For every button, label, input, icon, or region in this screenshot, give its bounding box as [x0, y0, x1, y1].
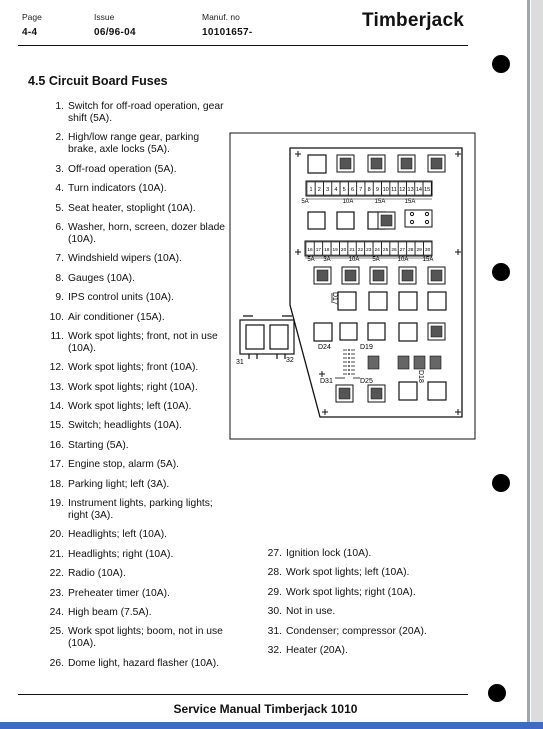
fuse-number: 21.: [49, 548, 64, 560]
relay-pin-label: 31: [236, 359, 244, 366]
relay-core: [317, 270, 328, 281]
relay-box: [369, 292, 387, 310]
fuse-description: Work spot lights; right (10A).: [286, 586, 416, 598]
relay-box: [308, 212, 325, 229]
relay-contact: [246, 325, 264, 349]
diode-label: D31: [320, 378, 333, 385]
fuse-description: Work spot lights; left (10A).: [286, 567, 410, 579]
mini-fuse: [430, 356, 441, 369]
fuse-slot-number: 28: [408, 248, 414, 253]
fuse-slot-number: 21: [349, 248, 355, 253]
board-components: [240, 151, 461, 415]
fuse-description: High beam (7.5A).: [68, 606, 152, 618]
mount-cross-icon: [455, 249, 461, 255]
relay-box: [314, 323, 332, 341]
mount-cross-icon: [295, 249, 301, 255]
fuse-description: Switch; headlights (10A).: [68, 420, 182, 432]
fuse-description: Engine stop, alarm (5A).: [68, 459, 180, 471]
diode-mark: [348, 353, 350, 355]
fuse-number: 20.: [49, 529, 64, 541]
fuse-number: 8.: [55, 272, 64, 284]
diode-label: D25: [360, 378, 373, 385]
relay-box: [399, 292, 417, 310]
fuse-slot-number: 8: [367, 187, 371, 193]
fuse-number: 27.: [267, 548, 282, 559]
mount-cross-icon: [455, 409, 461, 415]
mount-cross-icon: [322, 409, 328, 415]
relay-core: [345, 270, 356, 281]
relay-core: [402, 270, 413, 281]
mount-cross-icon: [319, 371, 325, 377]
amp-label: 10A: [397, 257, 409, 263]
fuse-number: 11.: [50, 330, 64, 342]
fuse-slot-number: 3: [326, 187, 330, 193]
mini-fuse: [368, 356, 379, 369]
relay-pin-label: 32: [286, 357, 294, 364]
manuf-label: Manuf. no: [202, 12, 240, 22]
fuse-slot-number: 4: [334, 187, 338, 193]
fuse-number: 17.: [49, 459, 64, 471]
fuse-description: Headlights; left (10A).: [68, 529, 168, 541]
diode-mark: [348, 349, 350, 351]
fuse-description: Turn indicators (10A).: [68, 183, 167, 195]
fuse-number: 28.: [267, 567, 282, 579]
fuse-slot-number: 17: [315, 248, 322, 253]
fuse-slot-number: 19: [332, 248, 338, 253]
relay-box: [337, 212, 354, 229]
amp-label: 5A: [301, 199, 309, 205]
amp-label: 15A: [404, 199, 416, 205]
fuse-description: Starting (5A).: [68, 439, 129, 451]
fuse-slot-number: 18: [324, 248, 330, 253]
fuse-description: Work spot lights; front (10A).: [68, 362, 199, 374]
fuse-description: Work spot lights; right (10A).: [68, 381, 198, 393]
fuse-number: 9.: [55, 292, 64, 304]
fuse-description: Preheater timer (10A).: [68, 587, 170, 599]
amp-label: 3A: [323, 257, 331, 263]
fuse-description: Seat heater, stoplight (10A).: [68, 202, 196, 214]
fuse-slot-number: 20: [340, 248, 347, 253]
relay-box: [338, 292, 356, 310]
fuse-slot-number: 26: [391, 248, 397, 253]
fuse-slot-number: 29: [416, 248, 422, 253]
fuse-description: Windshield wipers (10A).: [68, 253, 182, 265]
fuse-description: Parking light; left (3A).: [68, 478, 170, 490]
amp-label: 10A: [348, 257, 360, 263]
relay-core: [373, 270, 384, 281]
fuse-number: 3.: [55, 163, 64, 175]
fuse-number: 16.: [49, 439, 64, 451]
relay-core: [339, 388, 350, 399]
amp-label: 15A: [374, 199, 386, 205]
fuse-number: 25.: [49, 626, 64, 638]
fuse-number: 29.: [267, 586, 282, 598]
brand-logo: Timberjack: [362, 10, 464, 31]
mini-fuse: [398, 356, 409, 369]
fuse-slot-number: 9: [375, 187, 379, 193]
fuse-description: Gauges (10A).: [68, 272, 135, 284]
fuse-description: Washer, horn, screen, dozer blade (10A).: [68, 221, 226, 245]
fuse-slot-number: 27: [399, 248, 406, 253]
fuse-number: 30.: [267, 606, 282, 618]
fuse-slot-number: 7: [359, 187, 363, 193]
fuse-number: 26.: [49, 657, 64, 669]
fuse-number: 14.: [49, 401, 64, 413]
diode-mark: [348, 373, 350, 375]
fuse-number: 24.: [49, 606, 64, 618]
fuse-slot-number: 2: [317, 187, 321, 193]
relay-box: [428, 292, 446, 310]
fuse-description: Instrument lights, parking lights; right (3A).: [68, 498, 213, 522]
mount-cross-icon: [295, 151, 301, 157]
diode-label: D24: [318, 344, 331, 351]
amp-label: 15A: [422, 257, 434, 263]
fuse-number: 13.: [49, 381, 64, 393]
fuse-description: Work spot lights; boom, not in use (10A).: [68, 626, 223, 650]
mount-cross-icon: [455, 151, 461, 157]
fuse-number: 12.: [49, 362, 64, 374]
fuse-slot-number: 14: [415, 187, 422, 193]
fuse-description: Condenser; compressor (20A).: [286, 625, 427, 637]
diode-label: D19: [360, 344, 373, 351]
fuse-slot-number: 10: [382, 187, 389, 193]
fuse-slot-number: 30: [424, 248, 431, 253]
fuse-slot-number: 25: [382, 248, 389, 253]
diode-mark: [348, 357, 350, 359]
fuse-number: 18.: [49, 478, 64, 490]
issue-value: 06/96-04: [94, 27, 136, 38]
fuse-description: Air conditioner (15A).: [68, 311, 165, 323]
fuse-slot-number: 22: [357, 248, 364, 253]
fuse-number: 10.: [49, 311, 64, 323]
fuse-number: 6.: [55, 221, 64, 233]
relay-box: [308, 155, 326, 173]
relay-box: [368, 323, 385, 340]
viewer-bottom-bar: [0, 722, 543, 729]
fuse-number: 15.: [49, 420, 64, 432]
relay-core: [401, 158, 412, 169]
footer-title: Service Manual Timberjack 1010: [173, 702, 358, 716]
relay-core: [431, 158, 442, 169]
fuse-number: 4.: [55, 183, 64, 195]
fuse-description: Ignition lock (10A).: [286, 548, 372, 559]
relay-box: [428, 382, 446, 400]
fuse-number: 1.: [55, 101, 64, 112]
fuse-number: 32.: [267, 644, 282, 656]
fuse-slot-number: 11: [391, 187, 397, 193]
page-label: Page: [22, 12, 42, 22]
relay-box: [399, 323, 417, 341]
relay-core: [371, 388, 382, 399]
relay-core: [340, 158, 351, 169]
fuse-description: IPS control units (10A).: [68, 292, 174, 304]
fuse-description: Switch for off-road operation, gear shift (5A).: [68, 101, 224, 124]
fuse-slot-number: 16: [307, 248, 313, 253]
amp-label: 5A: [307, 257, 315, 263]
diode-mark: [348, 365, 350, 367]
fuse-number: 5.: [55, 202, 64, 214]
fuse-description: Headlights; right (10A).: [68, 548, 174, 560]
fuse-slot-number: 15: [424, 187, 431, 193]
relay-core: [381, 215, 392, 226]
fuse-description: Work spot lights; left (10A).: [68, 401, 192, 413]
mini-fuse: [414, 356, 425, 369]
fuse-description: Heater (20A).: [286, 644, 348, 656]
fuse-description: Not in use.: [286, 606, 336, 618]
amp-label: 10A: [342, 199, 354, 205]
fuse-number: 23.: [49, 587, 64, 599]
relay-core: [431, 326, 442, 337]
relay-core: [371, 158, 382, 169]
diode-label: D17: [331, 292, 338, 305]
relay-core: [431, 270, 442, 281]
fuse-slot-number: 13: [407, 187, 414, 193]
footer-rule: [18, 694, 468, 695]
section-title: 4.5 Circuit Board Fuses: [28, 74, 168, 88]
fuse-number: 31.: [267, 625, 282, 637]
fuse-slot-number: 1: [309, 187, 313, 193]
fuse-description: Off-road operation (5A).: [68, 163, 177, 175]
manuf-number: 10101657-: [202, 27, 253, 38]
diode-label: D18: [417, 370, 424, 383]
diode-mark: [348, 361, 350, 363]
relay-box: [340, 323, 357, 340]
amp-label: 5A: [372, 257, 380, 263]
fuse-slot-number: 23: [366, 248, 372, 253]
fuse-number: 19.: [49, 498, 64, 510]
fuse-description: Radio (10A).: [68, 568, 126, 580]
fuse-number: 7.: [55, 253, 64, 265]
fuse-description: Dome light, hazard flasher (10A).: [68, 657, 220, 669]
fuse-slot-number: 5: [342, 187, 346, 193]
fuse-slot-number: 24: [374, 248, 380, 253]
issue-label: Issue: [94, 12, 115, 22]
fuse-description: Work spot lights; front, not in use (10A).: [68, 330, 218, 354]
fuse-number: 22.: [49, 568, 64, 580]
fuse-number: 2.: [55, 132, 64, 144]
fuse-slot-number: 6: [350, 187, 355, 193]
page-number: 4-4: [22, 27, 38, 38]
diode-mark: [348, 369, 350, 371]
relay-contact: [270, 325, 288, 349]
fuse-slot-number: 12: [399, 187, 406, 193]
relay-box: [399, 382, 417, 400]
fuse-description: High/low range gear, parking brake, axle locks (5A).: [68, 132, 200, 156]
